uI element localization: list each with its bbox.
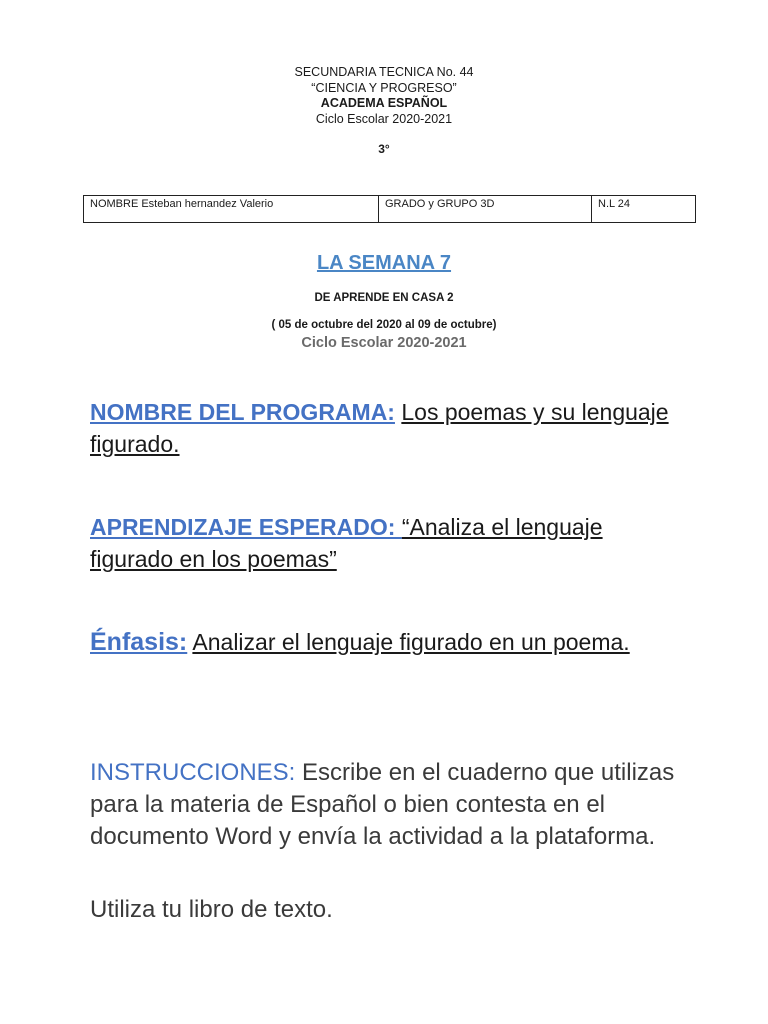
- list-number-cell: N.L 24: [592, 196, 696, 223]
- learning-label: APRENDIZAJE ESPERADO:: [90, 514, 402, 540]
- emphasis-value: Analizar el lenguaje figurado en un poema.: [192, 629, 630, 655]
- learning-section: [90, 511, 690, 575]
- instructions-text: Escribe en el cuaderno que utilizas para la materia de Español o bien contesta en el documento Word y envía la actividad a la plataforma.: [90, 759, 675, 850]
- student-info-table: [83, 195, 696, 223]
- learning-value: “Analiza el lenguaje figurado en los poemas”: [90, 514, 603, 572]
- instructions-extra: Utiliza tu libro de texto.: [90, 896, 333, 923]
- program-label: NOMBRE DEL PROGRAMA:: [90, 399, 395, 425]
- grade-label: 3°: [378, 142, 390, 156]
- document-header: [0, 65, 768, 127]
- school-name: SECUNDARIA TECNICA No. 44: [294, 65, 474, 79]
- instructions-label: INSTRUCCIONES:: [90, 759, 296, 786]
- emphasis-section: [90, 626, 690, 658]
- academy-name: ACADEMA ESPAÑOL: [320, 96, 448, 110]
- school-motto: “CIENCIA Y PROGRESO”: [311, 80, 457, 95]
- program-section: [90, 396, 690, 460]
- emphasis-label: Énfasis:: [90, 628, 188, 656]
- week-dates: ( 05 de octubre del 2020 al 09 de octubre): [271, 319, 497, 331]
- school-cycle: Ciclo Escolar 2020-2021: [315, 111, 453, 126]
- grade-group-cell: GRADO y GRUPO 3D: [379, 196, 592, 223]
- week-title: LA SEMANA 7: [316, 252, 452, 274]
- week-subtitle: DE APRENDE EN CASA 2: [314, 292, 454, 304]
- student-name-cell: NOMBRE Esteban hernandez Valerio: [84, 196, 379, 223]
- instructions-section: [90, 757, 690, 853]
- week-cycle: Ciclo Escolar 2020-2021: [301, 335, 467, 351]
- program-value: Los poemas y su lenguaje figurado.: [90, 399, 669, 457]
